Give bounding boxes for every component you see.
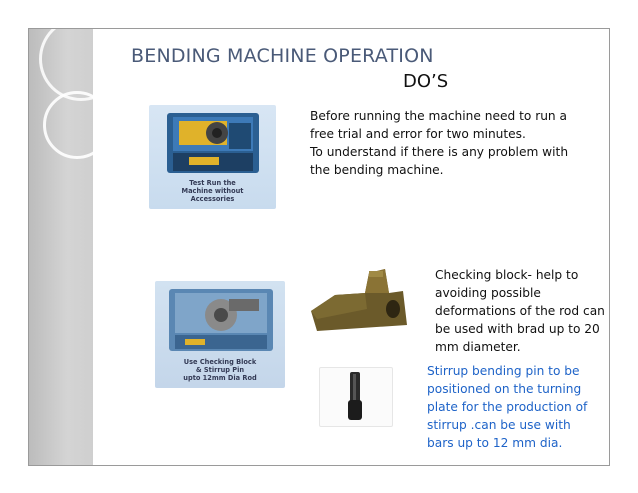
- checking-block-caption-line: Use Checking Block: [183, 358, 257, 366]
- checking-block-line: Checking block- help to: [435, 268, 579, 282]
- slide: [28, 28, 610, 466]
- checking-block-caption-line: upto 12mm Dia Rod: [183, 374, 257, 382]
- stirrup-pin-line: Stirrup bending pin to be: [427, 364, 580, 378]
- checking-block-line: be used with brad up to 20: [435, 322, 600, 336]
- stirrup-pin-photo: [319, 367, 393, 427]
- decorative-ring-middle: [43, 91, 111, 159]
- stirrup-pin-line: bars up to 12 mm dia.: [427, 436, 563, 450]
- checking-block-line: avoiding possible: [435, 286, 541, 300]
- trial-run-line: Before running the machine need to run a: [310, 109, 567, 123]
- slide-subtitle: DO’S: [403, 71, 449, 92]
- test-run-caption-line: Test Run the: [189, 179, 236, 187]
- stirrup-pin-line: positioned on the turning: [427, 382, 582, 396]
- trial-run-line: To understand if there is any problem with: [310, 145, 569, 159]
- checking-block-caption-line: & Stirrup Pin: [195, 366, 245, 374]
- checking-block-line: mm diameter.: [435, 340, 521, 354]
- stirrup-pin-line: stirrup .can be use with: [427, 418, 571, 432]
- stirrup-pin-line: plate for the production of: [427, 400, 588, 414]
- checking-block-photo: [305, 265, 415, 337]
- trial-run-line: free trial and error for two minutes.: [310, 127, 526, 141]
- test-run-caption-line: Accessories: [190, 195, 235, 203]
- checking-block-stirrup-pin-photo: [155, 281, 285, 388]
- checking-block-line: deformations of the rod can: [435, 304, 605, 318]
- checking-block-illustration: [305, 265, 415, 337]
- slide-title: BENDING MACHINE OPERATION: [131, 45, 434, 67]
- test-run-caption-line: Machine without: [181, 187, 244, 195]
- trial-run-text: [310, 107, 568, 179]
- trial-run-line: the bending machine.: [310, 163, 444, 177]
- checking-block-text: [435, 266, 605, 356]
- stirrup-pin-illustration: [320, 368, 392, 426]
- test-run-machine-photo: [149, 105, 276, 209]
- stirrup-pin-text: [427, 362, 587, 452]
